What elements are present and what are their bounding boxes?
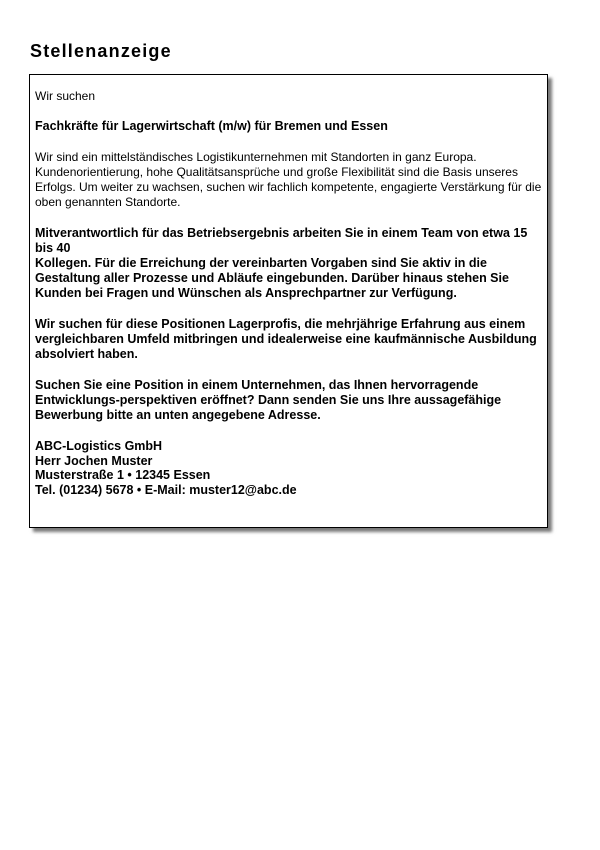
page-title: Stellenanzeige [30, 41, 172, 61]
requirements-paragraph: Wir suchen für diese Positionen Lagerprofis, die mehrjährige Erfahrung aus einem vergleichbaren Umfeld mitbringen und idealerweise eine kaufmännische Ausbildung absolviert haben. [35, 317, 537, 361]
ad-headline: Fachkräfte für Lagerwirtschaft (m/w) für Bremen und Essen [35, 119, 388, 133]
job-ad-box [29, 74, 548, 528]
company-description: Wir sind ein mittelständisches Logistikunternehmen mit Standorten in ganz Europa. Kundenorientierung, hohe Qualitätsansprüche und große Flexibilität sind die Basis unseres Erfolgs. Um weiter zu wachsen, suchen wir fachlich kompetente, engagierte Verstärkung für die oben genannten Standorte. [35, 150, 542, 209]
call-to-action-paragraph: Suchen Sie eine Position in einem Unternehmen, das Ihnen hervorragende Entwicklungs-perspektiven eröffnet? Dann senden Sie uns Ihre aussagefähige Bewerbung bitte an unten angegebene Adresse. [35, 378, 502, 422]
contact-block [35, 439, 542, 497]
contact-phone-email: Tel. (01234) 5678 • E-Mail: muster12@abc.de [35, 482, 297, 497]
responsibilities-line-2: Kollegen. Für die Erreichung der vereinbarten Vorgaben sind Sie aktiv in die Gestaltung aller Prozesse und Abläufe eingebunden. Darüber hinaus stehen Sie Kunden bei Fragen und Wünschen als Ansprechpartner zur Verfügung. [35, 256, 509, 300]
contact-company: ABC-Logistics GmbH [35, 439, 163, 453]
contact-address: Musterstraße 1 • 12345 Essen [35, 468, 211, 482]
responsibilities-line-1: Mitverantwortlich für das Betriebsergebnis arbeiten Sie in einem Team von etwa 15 bis 40 [35, 226, 528, 255]
ad-intro: Wir suchen [35, 89, 96, 103]
contact-person: Herr Jochen Muster [35, 453, 153, 468]
responsibilities-paragraph [35, 226, 542, 301]
